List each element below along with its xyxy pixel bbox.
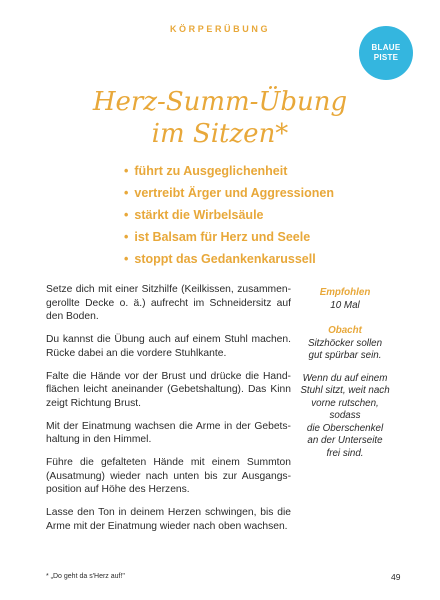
benefit-text: stärkt die Wirbelsäule <box>134 208 264 222</box>
instruction-paragraph: Falte die Hände vor der Brust und drücke die Hand-flächen leicht aneinander (Gebetshaltung). Das Kinn zeigt Richtung Brust. <box>46 370 291 409</box>
instruction-paragraph: Lasse den Ton in deinem Herzen schwingen, bis die Arme mit der Einatmung wieder nach oben wachsen. <box>46 507 291 532</box>
instruction-paragraph: Du kannst die Übung auch auf einem Stuhl machen. Rücke dabei an die vordere Stuhlkante. <box>46 334 291 359</box>
benefit-text: ist Balsam für Herz und Seele <box>134 230 311 244</box>
title-line-2: im Sitzen* <box>151 119 289 149</box>
recommended-label: Empfohlen <box>319 287 371 298</box>
footnote: * „Do geht da s'Herz auf!" <box>46 573 125 580</box>
instruction-paragraph: Führe die gefalteten Hände mit einem Summton (Ausatmung) wieder nach unten bis zur Ausgangs-position auf Höhe des Herzens. <box>46 457 291 495</box>
exercise-title <box>0 86 440 150</box>
benefit-item <box>124 226 334 248</box>
badge-line-1: BLAUE <box>371 43 401 52</box>
sidebar-notes <box>296 287 394 460</box>
bullet-marker: • <box>124 230 129 244</box>
bullet-marker: • <box>124 208 129 222</box>
benefit-item <box>124 160 334 182</box>
benefit-item <box>124 248 334 270</box>
difficulty-badge <box>359 26 413 80</box>
instruction-paragraph: Mit der Einatmung wachsen die Arme in der Gebets-haltung in den Himmel. <box>46 420 291 445</box>
caution-line: Stuhl sitzt, weit nach <box>300 385 390 396</box>
caution-line: vorne rutschen, sodass <box>311 397 379 421</box>
instructions-body <box>46 283 291 543</box>
caution-line: frei sind. <box>326 447 364 459</box>
page-number: 49 <box>391 572 401 582</box>
benefits-list <box>124 160 334 270</box>
caution-line: an der Unterseite <box>307 435 383 446</box>
bullet-marker: • <box>124 186 129 200</box>
benefit-text: stoppt das Gedankenkarussell <box>134 252 316 266</box>
benefit-text: führt zu Ausgeglichenheit <box>134 164 288 178</box>
instruction-paragraph: Setze dich mit einer Sitzhilfe (Keilkissen, zusammen-gerollte Decke o. ä.) aufrecht im Schneidersitz auf den Boden. <box>46 284 291 322</box>
benefit-text: vertreibt Ärger und Aggressionen <box>134 186 334 200</box>
caution-line: Sitzhöcker sollen <box>307 337 383 349</box>
benefit-item <box>124 204 334 226</box>
caution-line: Wenn du auf einem <box>302 372 388 384</box>
bullet-marker: • <box>124 164 129 178</box>
section-kicker: KÖRPERÜBUNG <box>169 24 271 34</box>
caution-line: die Oberschenkel <box>306 422 384 434</box>
caution-line: gut spürbar sein. <box>308 350 382 361</box>
recommended-value: 10 Mal <box>330 299 360 311</box>
caution-label: Obacht <box>328 325 362 336</box>
bullet-marker: • <box>124 252 129 266</box>
badge-line-2: PISTE <box>373 53 399 62</box>
title-line-1: Herz-Summ-Übung <box>92 87 348 117</box>
benefit-item <box>124 182 334 204</box>
